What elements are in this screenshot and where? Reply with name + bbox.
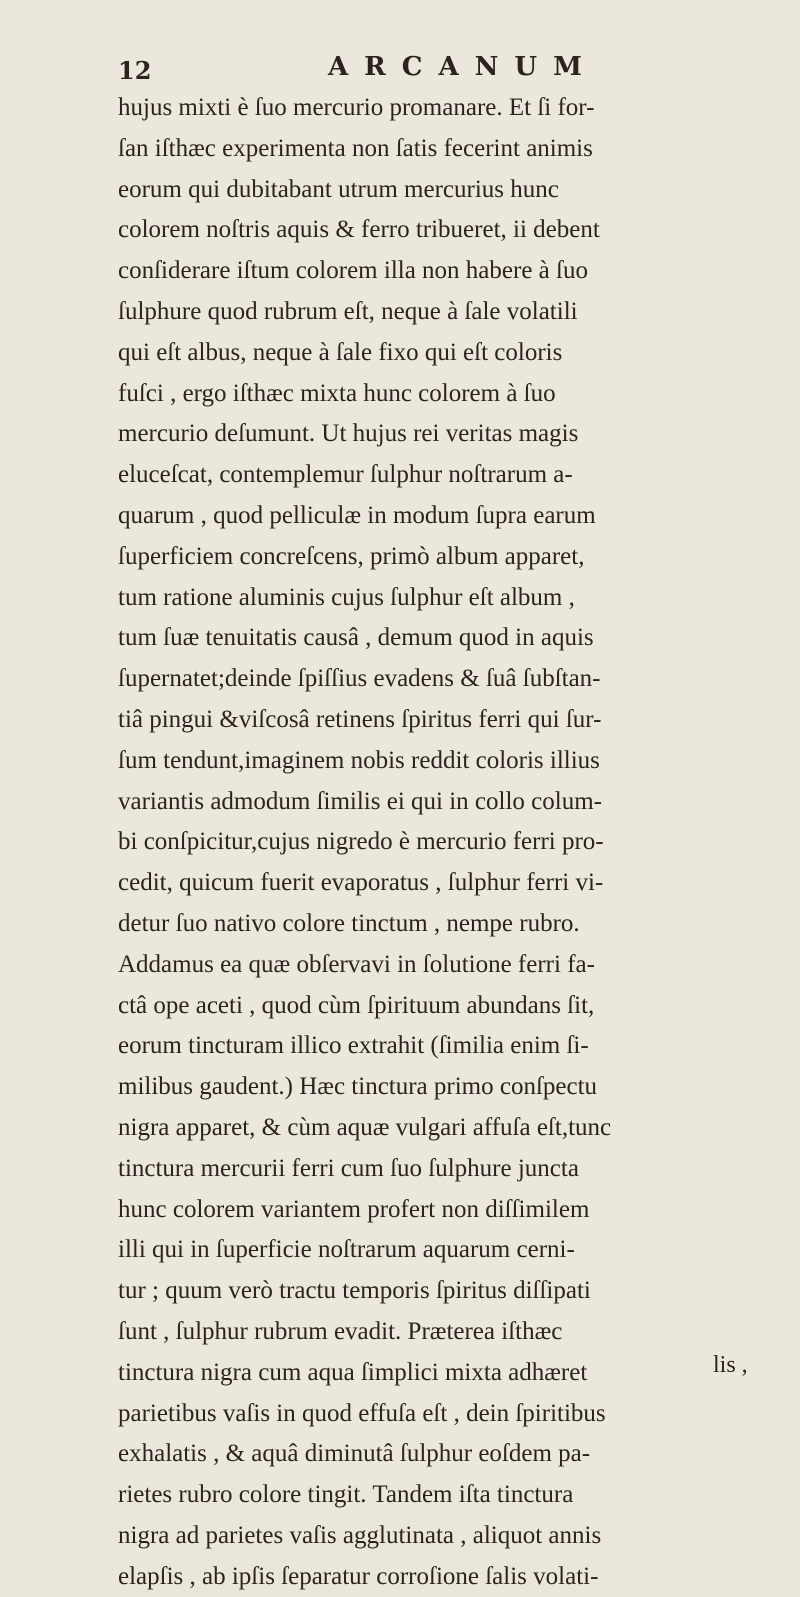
- text-line: qui eſt albus, neque à ſale fixo qui eſt coloris: [118, 338, 563, 366]
- text-line: fuſci , ergo iſthæc mixta hunc colorem à ſuo: [118, 379, 556, 407]
- text-line: ſulphure quod rubrum eſt, neque à ſale volatili: [118, 297, 578, 325]
- text-line: mercurio deſumunt. Ut hujus rei veritas magis: [118, 420, 579, 448]
- text-line: hunc colorem variantem profert non diſſimilem: [118, 1195, 590, 1223]
- text-line: colorem noſtris aquis & ferro tribueret, ii debent: [118, 216, 600, 244]
- text-line: tum ratione aluminis cujus ſulphur eſt album ,: [118, 583, 575, 611]
- text-line: variantis admodum ſimilis ei qui in collo colum-: [118, 787, 602, 815]
- page-header: [118, 46, 758, 86]
- text-line: ſan iſthæc experimenta non ſatis fecerint animis: [118, 134, 593, 162]
- text-line: tum ſuæ tenuitatis causâ , demum quod in aquis: [118, 624, 594, 652]
- text-line: elapſis , ab ipſis ſeparatur corroſione ſalis volati-: [118, 1562, 599, 1590]
- text-line: ſunt , ſulphur rubrum evadit. Præterea iſthæc: [118, 1317, 563, 1345]
- text-line: eluceſcat, contemplemur ſulphur noſtrarum a-: [118, 461, 573, 489]
- text-line: parietibus vaſis in quod effuſa eſt , dein ſpiritibus: [118, 1399, 606, 1427]
- text-line: cedit, quicum fuerit evaporatus , ſulphur ferri vi-: [118, 869, 604, 897]
- body-text: [118, 88, 788, 1597]
- text-line: tinctura mercurii ferri cum ſuo ſulphure juncta: [118, 1154, 579, 1182]
- text-line: ſupernatet;deinde ſpiſſius evadens & ſuâ ſubſtan-: [118, 665, 601, 693]
- text-line: ſum tendunt,imaginem nobis reddit coloris illius: [118, 746, 600, 774]
- text-line: exhalatis , & aquâ diminutâ ſulphur eoſdem pa-: [118, 1440, 591, 1468]
- text-line: nigra apparet, & cùm aquæ vulgari affuſa eſt,tunc: [118, 1113, 612, 1141]
- text-line: ctâ ope aceti , quod cùm ſpirituum abundans ſit,: [118, 991, 595, 1019]
- text-line: nigra ad parietes vaſis agglutinata , aliquot annis: [118, 1521, 602, 1549]
- text-line: milibus gaudent.) Hæc tinctura primo conſpectu: [118, 1073, 598, 1101]
- text-line: tur ; quum verò tractu temporis ſpiritus diſſipati: [118, 1277, 591, 1305]
- text-line: tinctura nigra cum aqua ſimplici mixta adhæret: [118, 1358, 588, 1386]
- text-line: illi qui in ſuperficie noſtrarum aquarum cerni-: [118, 1236, 575, 1264]
- text-line: detur ſuo nativo colore tinctum , nempe rubro.: [118, 909, 580, 937]
- catchword: lis ,: [713, 1352, 748, 1378]
- running-head: ARCANUM: [328, 52, 598, 82]
- text-line: rietes rubro colore tingit. Tandem iſta tinctura: [118, 1481, 574, 1509]
- page-number: 12: [118, 56, 152, 85]
- text-line: eorum tincturam illico extrahit (ſimilia enim ſi-: [118, 1032, 589, 1060]
- text-line: hujus mixti è ſuo mercurio promanare. Et ſi for-: [118, 94, 595, 121]
- text-line: tiâ pingui &viſcosâ retinens ſpiritus ferri qui ſur-: [118, 705, 602, 733]
- text-line: quarum , quod pelliculæ in modum ſupra earum: [118, 501, 596, 529]
- text-line: Addamus ea quæ obſervavi in ſolutione ferri fa-: [118, 950, 595, 978]
- text-line: ſuperficiem concreſcens, primò album apparet,: [118, 542, 585, 570]
- text-line: eorum qui dubitabant utrum mercurius hunc: [118, 175, 559, 203]
- text-line: conſiderare iſtum colorem illa non habere à ſuo: [118, 257, 588, 285]
- text-line: bi conſpicitur,cujus nigredo è mercurio ferri pro-: [118, 828, 604, 856]
